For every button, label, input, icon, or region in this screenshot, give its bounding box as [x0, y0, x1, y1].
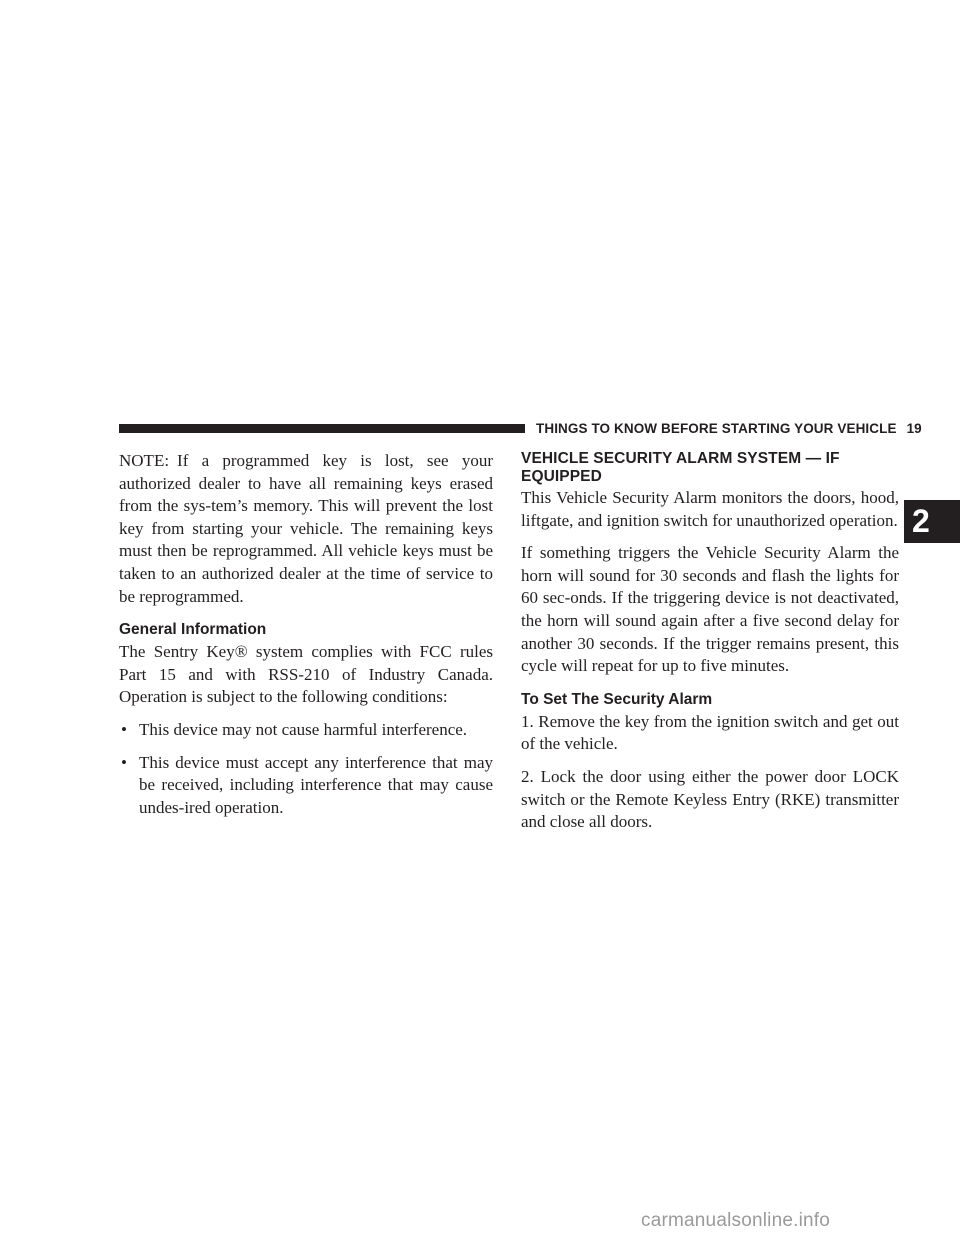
general-information-text: The Sentry Key® system complies with FCC rules Part 15 and with RSS-210 of Industry Canada. Operation is subject to the following conditions:	[119, 642, 493, 707]
general-information-heading: General Information	[119, 621, 267, 639]
running-header	[536, 420, 922, 438]
page-number: 19	[906, 421, 922, 436]
list-item-text: This device must accept any interference that may be received, including interference that may cause undes-ired operation.	[139, 752, 493, 817]
step-1: 1. Remove the key from the ignition switch and get out of the vehicle.	[521, 711, 899, 754]
conditions-list	[119, 719, 493, 819]
running-header-title: THINGS TO KNOW BEFORE STARTING YOUR VEHICLE	[536, 421, 897, 436]
right-column	[521, 450, 899, 834]
set-alarm-heading: To Set The Security Alarm	[521, 690, 713, 708]
section-heading: VEHICLE SECURITY ALARM SYSTEM — IF EQUIPPED	[521, 450, 840, 485]
watermark: carmanualsonline.info	[641, 1210, 831, 1231]
left-column	[119, 450, 493, 819]
list-item-text: This device may not cause harmful interference.	[139, 719, 468, 739]
note-paragraph	[119, 450, 493, 608]
list-item	[119, 719, 493, 742]
chapter-tab: 2	[904, 500, 960, 543]
header-rule	[119, 424, 525, 433]
note-label: NOTE:	[119, 451, 170, 470]
alarm-trigger-paragraph: If something triggers the Vehicle Security Alarm the horn will sound for 30 seconds and flash the lights for 60 sec-onds. If the triggering device is not deactivated, the horn will sound again after a five second delay for another 30 seconds. If the trigger remains present, this cycle will repeat for up to five minutes.	[521, 543, 899, 676]
alarm-intro-paragraph: This Vehicle Security Alarm monitors the doors, hood, liftgate, and ignition switch for unauthorized operation.	[521, 488, 899, 530]
note-text: If a programmed key is lost, see your authorized dealer to have all remaining keys erased from the sys-tem’s memory. This will prevent the lost key from starting your vehicle. The remaining keys must then be reprogrammed. All vehicle keys must be taken to an authorized dealer at the time of service to be reprogrammed.	[119, 451, 493, 606]
step-2: 2. Lock the door using either the power door LOCK switch or the Remote Keyless Entry (RKE) transmitter and close all doors.	[521, 766, 899, 832]
bullet-icon: •	[121, 719, 127, 739]
list-item	[119, 752, 493, 820]
bullet-icon: •	[121, 752, 127, 772]
